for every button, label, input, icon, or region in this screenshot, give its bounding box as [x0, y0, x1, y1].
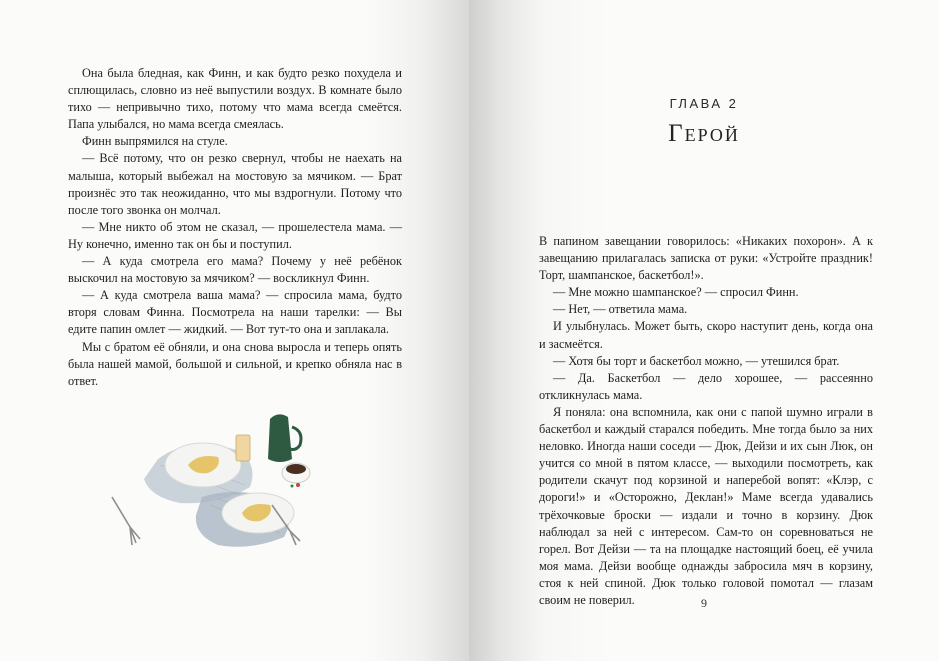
paragraph: — Мне можно шампанское? — спросил Финн.: [553, 285, 799, 300]
paragraph: Я поняла: она вспомнила, как они с папой шумно играли в баскетбол и каждый старался победить. Мне тогда было за них неловко. Иногда наши соседи — Дюк, Дейзи и их сын Люк, он учится со мной в пятом классе, — выходили посмотреть, как родители скачут под корзиной и наперебой вопят: «Клэр, с дороги!» и «Осторожно, Деклан!» Маме всегда удавались трёхочковые броски — издали и точно в корзину. Дюк наблюдал за ней с интересом. Сам-то он соревноваться не горел. Вот Дейзи — та на площадке настоящий боец, её учила моя мама. Дейзи вообще однажды забросила мяч в корзину, стоя к ней спиной. Дюк только головой помотал — глазам своим не поверил.: [539, 404, 873, 607]
paragraph: — Да. Баскетбол — дело хорошее, — рассеянно откликнулась мама.: [539, 370, 873, 402]
paragraph: — Всё потому, что он резко свернул, чтобы не наехать на малыша, который выбежал на мостовую за мячиком. — Брат произнёс это так неожиданно, что мы вздрогнули. Потому что после того звонка он молчал.: [68, 151, 402, 217]
paragraph: В папином завещании говорилось: «Никаких похорон». А к завещанию прилагалась записка от руки: «Устройте праздник! Торт, шампанское, баскетбол!».: [539, 234, 873, 283]
paragraph: И улыбнулась. Может быть, скоро наступит день, когда она и засмеётся.: [539, 319, 873, 351]
paragraph: — Мне никто об этом не сказал, — прошелестела мама. — Ну конечно, именно так он бы и поступил.: [68, 219, 402, 251]
left-page: [0, 0, 469, 661]
left-page-text: [68, 65, 402, 390]
paragraph: — А куда смотрела ваша мама? — спросила мама, будто вторя словам Финна. Посмотрела на наши тарелки: — Вы едите папин омлет — жидкий. — Вот тут-то она и заплакала.: [68, 288, 402, 337]
paragraph: Финн выпрямился на стуле.: [82, 134, 228, 149]
paragraph: — А куда смотрела его мама? Почему у неё ребёнок выскочил на мостовую за мячиком? — воскликнул Финн.: [68, 254, 402, 286]
glass-icon: [236, 435, 250, 461]
paragraph: — Хотя бы торт и баскетбол можно, — утешился брат.: [553, 353, 840, 368]
fork-icon: [112, 497, 140, 545]
paragraph: Она была бледная, как Финн, и как будто резко похудела и сплющилась, словно из неё выпустили воздух. В комнате было тихо — непривычно тихо, потому что мама всегда смеётся. Папа улыбался, но мама всегда смеялась.: [68, 66, 402, 132]
right-page: [469, 0, 939, 661]
chapter-label: ГЛАВА 2: [669, 96, 739, 111]
paragraph: Мы с братом её обняли, и она снова выросла и теперь опять была нашей мамой, большой и сильной, и крепко обняла нас в ответ.: [68, 339, 402, 388]
breakfast-illustration: [100, 405, 330, 555]
chapter-title: Герой: [668, 120, 740, 147]
paragraph: — Нет, — ответила мама.: [553, 302, 688, 317]
page-number: 9: [701, 596, 707, 610]
mug-icon: [268, 414, 292, 462]
right-page-text: [539, 233, 873, 609]
